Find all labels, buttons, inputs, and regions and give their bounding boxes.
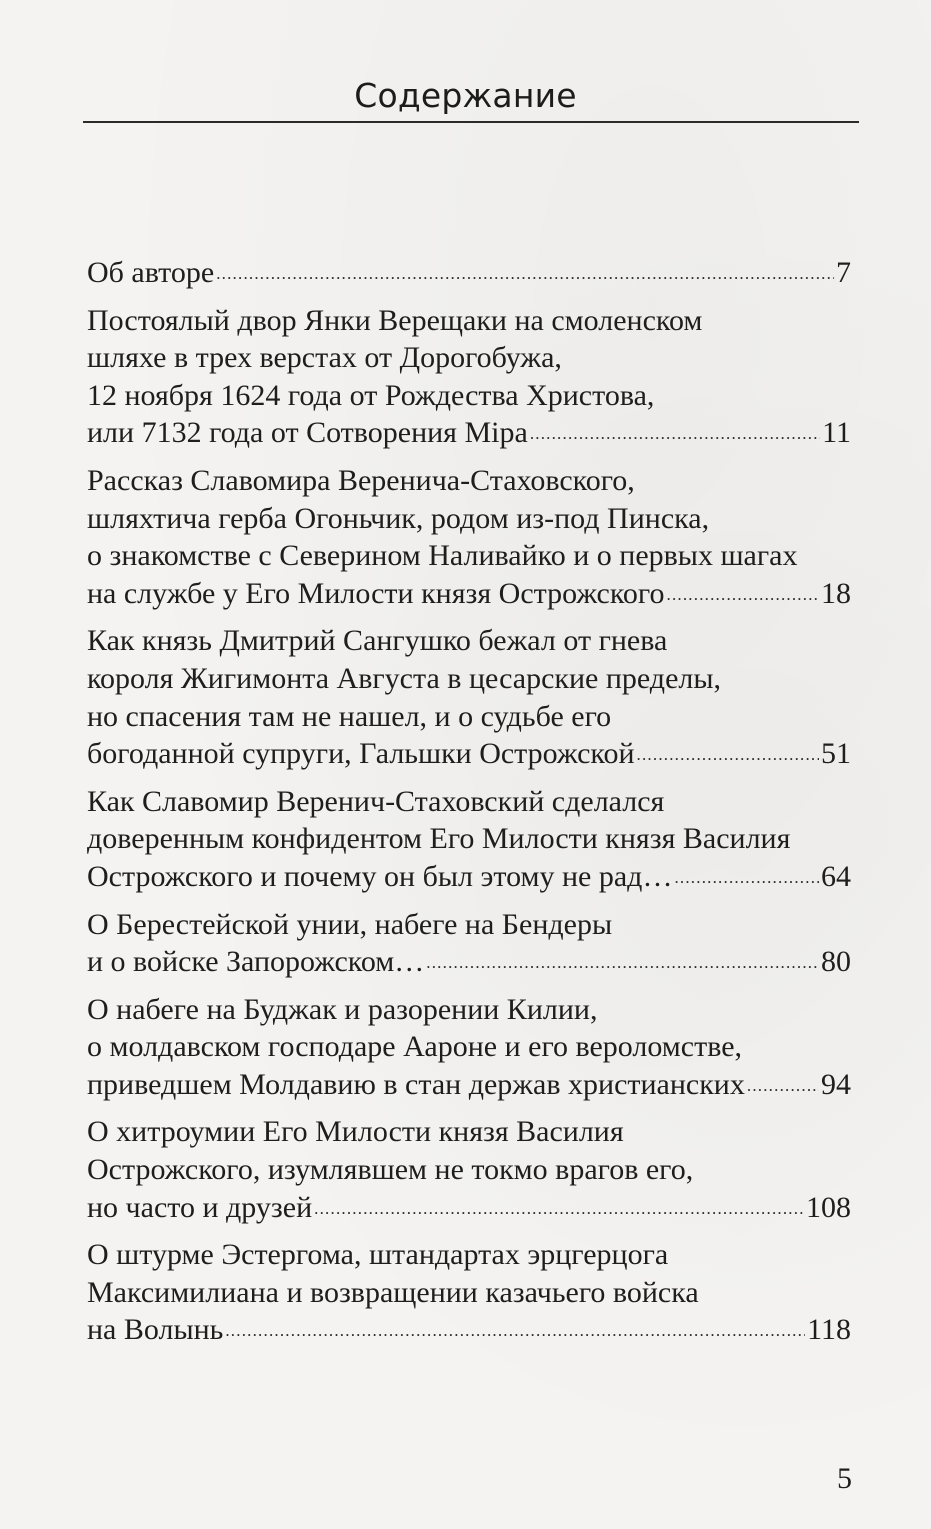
toc-entry <box>87 1236 851 1349</box>
toc-entry-last-line <box>87 943 851 981</box>
toc-entry-line: но спасения там не нашел, и о судьбе его <box>87 699 612 733</box>
toc-entry <box>87 783 851 896</box>
toc-entry-line: доверенным конфидентом Его Милости князя Василия <box>87 822 791 856</box>
toc-entry-line: Максимилиана и возвращении казачьего войска <box>87 1275 699 1309</box>
table-of-contents <box>87 254 851 1359</box>
toc-page-number: 80 <box>821 945 851 979</box>
toc-entry-line: 12 ноября 1624 года от Рождества Христова, <box>87 378 655 412</box>
toc-page-number: 94 <box>821 1067 851 1101</box>
dot-leader <box>225 1319 805 1339</box>
toc-entry-line: о молдавском господаре Аароне и его вероломстве, <box>87 1030 743 1064</box>
toc-entry-line: шляхе в трех верстах от Дорогобужа, <box>87 341 562 375</box>
toc-entry-line: Рассказ Славомира Веренича-Стаховского, <box>87 463 635 497</box>
toc-entry <box>87 906 851 981</box>
toc-entry-line: или 7132 года от Сотворения Міра <box>87 416 528 450</box>
toc-entry-last-line <box>87 1311 851 1349</box>
toc-entry <box>87 991 851 1104</box>
toc-entry-line: но часто и друзей <box>87 1190 313 1224</box>
toc-entry-line: на службе у Его Милости князя Острожского <box>87 576 665 610</box>
toc-entry-line: О Берестейской унии, набеге на Бендеры <box>87 907 613 941</box>
toc-entry-line: О штурме Эстергома, штандартах эрцгерцога <box>87 1238 669 1272</box>
toc-entry-line: Как князь Дмитрий Сангушко бежал от гнева <box>87 624 668 658</box>
toc-page-number: 7 <box>836 256 851 289</box>
dot-leader <box>216 262 834 282</box>
dot-leader <box>314 1197 804 1217</box>
dot-leader <box>747 1074 819 1094</box>
toc-entry <box>87 462 851 612</box>
toc-entry-line: богоданной супруги, Гальшки Острожской <box>87 737 635 771</box>
toc-entry-last-line <box>87 254 851 292</box>
toc-entry-line: на Волынь <box>87 1313 224 1347</box>
page-title: Содержание <box>354 76 577 115</box>
toc-entry <box>87 254 851 292</box>
toc-entry <box>87 622 851 772</box>
toc-entry-last-line <box>87 735 851 773</box>
toc-entry-line: и о войске Запорожском… <box>87 945 425 979</box>
toc-entry-last-line <box>87 575 851 613</box>
toc-entry-last-line <box>87 1066 851 1104</box>
toc-entry-line: приведшем Молдавию в стан держав христианских <box>87 1067 745 1101</box>
dot-leader <box>667 583 820 603</box>
dot-leader <box>530 422 820 442</box>
toc-entry-line: шляхтича герба Огоньчик, родом из-под Пинска, <box>87 501 710 535</box>
toc-entry <box>87 302 851 452</box>
toc-entry-line: короля Жигимонта Августа в цесарские пределы, <box>87 661 722 695</box>
toc-entry-line: Острожского и почему он был этому не рад… <box>87 859 673 893</box>
toc-entry-last-line <box>87 1189 851 1227</box>
toc-entry <box>87 1113 851 1226</box>
toc-entry-last-line <box>87 858 851 896</box>
toc-page-number: 51 <box>821 737 851 771</box>
toc-entry-last-line <box>87 414 851 452</box>
dot-leader <box>637 743 819 763</box>
toc-entry-line: Постоялый двор Янки Верещаки на смоленском <box>87 303 703 337</box>
toc-entry-line: Острожского, изумлявшем не токмо врагов его, <box>87 1153 694 1187</box>
dot-leader <box>426 951 819 971</box>
page-number: 5 <box>837 1462 852 1495</box>
toc-page-number: 11 <box>822 416 851 450</box>
toc-entry-line: Об авторе <box>87 256 215 289</box>
dot-leader <box>674 866 819 886</box>
toc-page-number: 108 <box>806 1190 851 1224</box>
toc-page-number: 118 <box>807 1313 851 1347</box>
toc-entry-line: Как Славомир Веренич-Стаховский сделался <box>87 784 665 818</box>
toc-page-number: 64 <box>821 859 851 893</box>
toc-entry-line: о знакомстве с Северином Наливайко и о первых шагах <box>87 539 798 573</box>
toc-entry-line: О хитроумии Его Милости князя Василия <box>87 1115 624 1149</box>
toc-entry-line: О набеге на Буджак и разорении Килии, <box>87 992 598 1026</box>
title-rule <box>83 121 859 123</box>
toc-page-number: 18 <box>821 576 851 610</box>
